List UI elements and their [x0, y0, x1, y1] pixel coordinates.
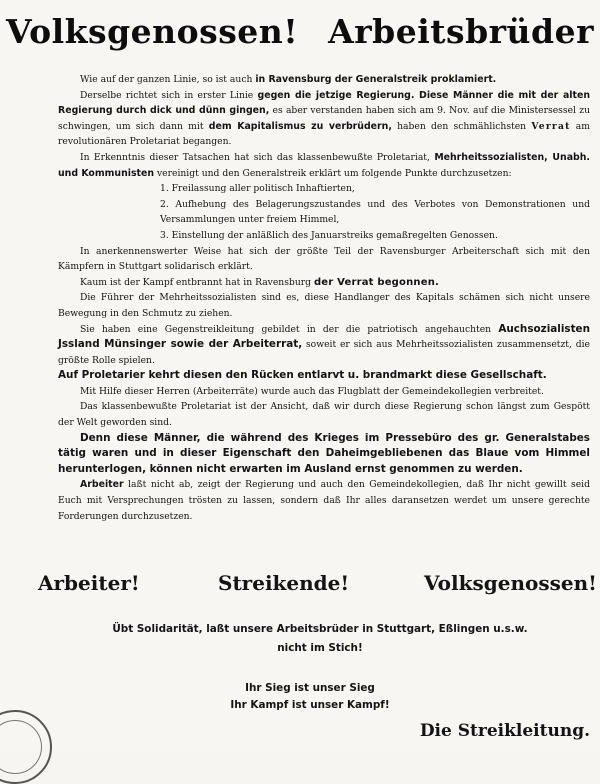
solidarity-appeal — [60, 620, 580, 658]
demands-list — [58, 181, 590, 243]
paragraph-2: Derselbe richtet sich in erster Linie gegen die jetzige Regierung. Diese Männer die mit der alten Regierung durch dick und dünn gingen, es aber verstanden haben sich am 9. Nov. auf die Ministersessel zu schwingen, um sich dann mit dem Kapitalismus zu verbrüdern, haben den schmählichsten Verrat am revolutionären Proletariat begangen. — [58, 89, 590, 148]
slogan-workers: Arbeiter! — [38, 571, 140, 595]
leaflet-header — [0, 6, 600, 58]
slogan-row — [0, 566, 600, 600]
slogan-strikers: Streikende! — [218, 571, 350, 595]
list-item: 3. Einstellung der anläßlich des Januarstreiks gemaßregelten Genossen. — [160, 229, 498, 241]
paragraph-12: Arbeiter laßt nicht ab, zeigt der Regierung und auch den Gemeindekollegien, daß Ihr nicht gewillt seid Euch mit Versprechungen trösten zu lassen, sondern daß Ihr alles daransetzen werdet um unsere gerechte Forderungen durchzusetzen. — [58, 479, 590, 522]
closing-line-1: Ihr Sieg ist unser Sieg — [245, 682, 375, 694]
appeal-line-2: nicht im Stich! — [277, 642, 363, 654]
list-item: 1. Freilassung aller politisch Inhaftierten, — [160, 183, 355, 195]
leaflet-body — [58, 72, 590, 524]
appeal-line-1: Übt Solidarität, laßt unsere Arbeitsbrüder in Stuttgart, Eßlingen u.s.w. — [112, 623, 528, 635]
header-left-title: Volksgenossen! — [6, 12, 299, 51]
paragraph-7: Sie haben eine Gegenstreikleitung gebildet in der die patriotisch angehauchten Auchsozialisten Jssland Münsinger sowie der Arbeiterrat, soweit er sich aus Mehrheitssozialisten zusammensetzt, die größte Rolle spielen. — [58, 322, 590, 366]
slogan-comrades: Volksgenossen! — [424, 571, 597, 595]
paragraph-11: Denn diese Männer, die während des Krieges im Pressebüro des gr. Generalstabes tätig waren und in dieser Eigenschaft den Daheimgebliebenen das Blaue vom Himmel herunterlogen, können nicht erwarten im Ausland ernst genommen zu werden. — [58, 431, 590, 475]
signature: Die Streikleitung. — [419, 721, 590, 741]
closing-motto — [160, 680, 460, 714]
header-right-title: Arbeitsbrüder — [328, 12, 594, 51]
paragraph-4: In anerkennenswerter Weise hat sich der größte Teil der Ravensburger Arbeiterschaft sich mit den Kämpfern in Stuttgart solidarisch erklärt. — [58, 245, 590, 273]
paragraph-9: Mit Hilfe dieser Herren (Arbeiterräte) wurde auch das Flugblatt der Gemeindekollegien verbreitet. — [80, 385, 544, 397]
paragraph-3: In Erkenntnis dieser Tatsachen hat sich das klassenbewußte Proletariat, Mehrheitssozialisten, Unabh. und Kommunisten vereinigt und den Generalstreik erklärt um folgende Punkte durchzusetzen: — [58, 151, 590, 179]
archive-stamp-icon — [0, 710, 52, 784]
list-item: 2. Aufhebung des Belagerungszustandes und des Verbotes von Demonstrationen und Versammlungen unter freiem Himmel, — [160, 198, 590, 226]
paragraph-6: Die Führer der Mehrheitssozialisten sind es, diese Handlanger des Kapitals schämen sich nicht unsere Bewegung in den Schmutz zu ziehen. — [58, 292, 590, 319]
closing-line-2: Ihr Kampf ist unser Kampf! — [230, 699, 390, 711]
paragraph-8: Auf Proletarier kehrt diesen den Rücken entlarvt u. brandmarkt diese Gesellschaft. — [58, 369, 547, 382]
paragraph-1: Wie auf der ganzen Linie, so ist auch in Ravensburg der Generalstreik proklamiert. — [80, 74, 497, 85]
paragraph-10: Das klassenbewußte Proletariat ist der Ansicht, daß wir durch diese Regierung schon längst zum Gespött der Welt geworden sind. — [58, 401, 590, 429]
paragraph-5: Kaum ist der Kampf entbrannt hat in Ravensburg der Verrat begonnen. — [80, 276, 440, 288]
